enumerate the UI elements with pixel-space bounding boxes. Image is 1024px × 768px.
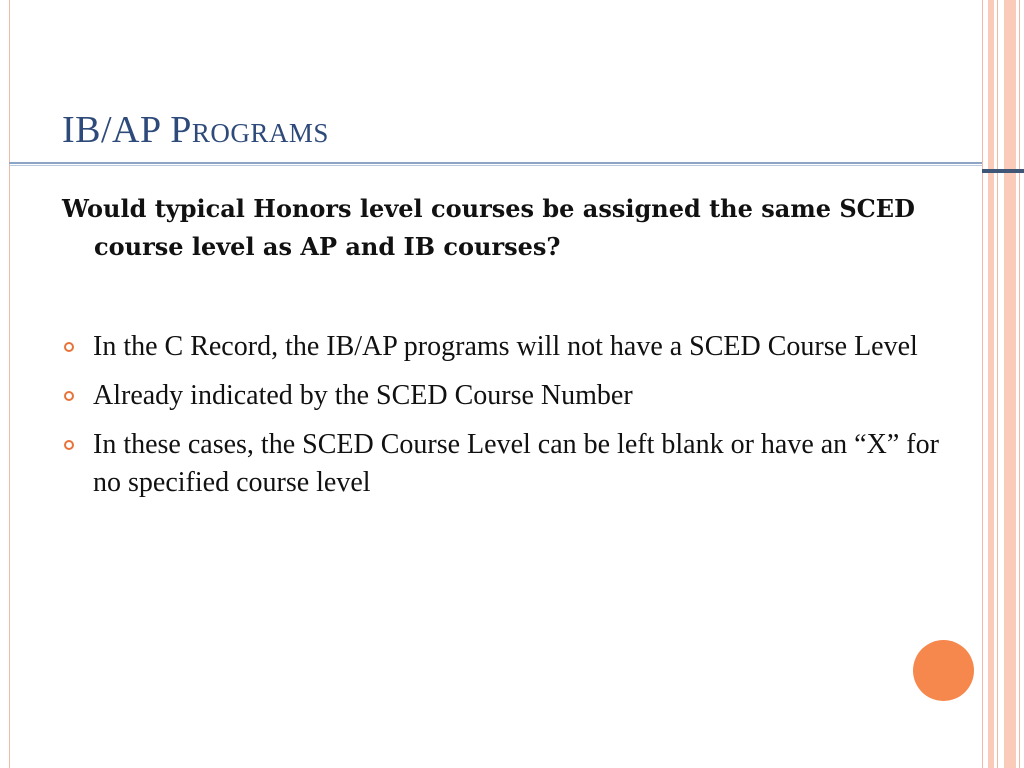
title-divider-accent — [982, 169, 1024, 173]
bullet-text: In these cases, the SCED Course Level can be left blank or have an “X” for no specified course level — [93, 429, 939, 498]
left-border — [9, 0, 10, 768]
bullet-item — [62, 377, 962, 415]
bullet-item — [62, 426, 962, 502]
slide-title: IB/AP Programs — [62, 109, 329, 151]
bullet-item — [62, 328, 962, 366]
question-text: Would typical Honors level courses be assigned the same SCED course level as AP and IB courses? — [62, 194, 915, 261]
right-stripe — [997, 0, 998, 768]
decorative-orange-circle — [913, 640, 974, 701]
hollow-circle-bullet-icon — [64, 440, 74, 450]
bullet-text: In the C Record, the IB/AP programs will not have a SCED Course Level — [93, 331, 918, 362]
right-stripe — [982, 0, 983, 768]
bullet-list — [62, 328, 962, 513]
title-divider — [9, 162, 982, 164]
right-stripe — [988, 0, 994, 768]
bullet-text: Already indicated by the SCED Course Number — [93, 380, 633, 411]
right-stripe — [1019, 0, 1020, 768]
right-stripe — [1004, 0, 1016, 768]
hollow-circle-bullet-icon — [64, 342, 74, 352]
hollow-circle-bullet-icon — [64, 391, 74, 401]
title-divider — [9, 165, 982, 166]
